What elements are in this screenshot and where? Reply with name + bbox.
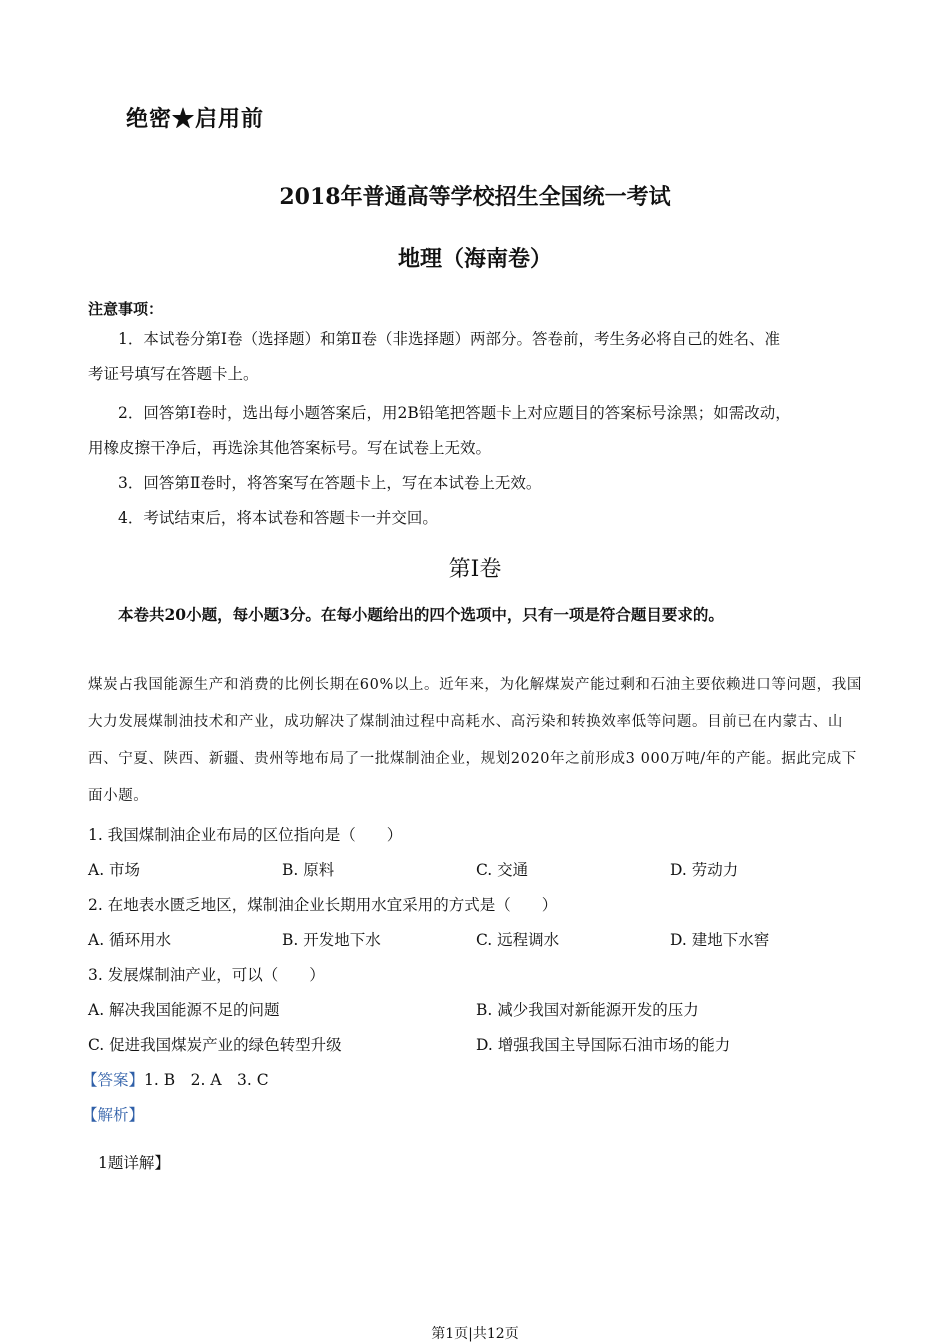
question-2-option-c: C. 远程调水 (476, 931, 560, 949)
question-2-option-b: B. 开发地下水 (282, 931, 381, 949)
question-1-option-d: D. 劳动力 (670, 861, 739, 879)
question-2-option-d: D. 建地下水窖 (670, 931, 770, 949)
analysis-detail: 1题详解】 (98, 1154, 170, 1172)
question-3-option-b: B. 减少我国对新能源开发的压力 (476, 1001, 699, 1019)
exam-title: 2018年普通高等学校招生全国统一考试 (279, 184, 671, 210)
question-3-option-c: C. 促进我国煤炭产业的绿色转型升级 (88, 1036, 342, 1054)
notice-item-2-line2: 用橡皮擦干净后，再选涂其他答案标号。写在试卷上无效。 (88, 439, 492, 457)
secret-label: 绝密★启用前 (126, 106, 265, 132)
section-title: 第Ⅰ卷 (448, 557, 502, 582)
page-footer: 第1页|共12页 (431, 1326, 519, 1342)
notice-item-2-line1: 2．回答第Ⅰ卷时，选出每小题答案后，用2B铅笔把答题卡上对应题目的答案标号涂黑；如需改动， (118, 404, 791, 422)
notice-heading: 注意事项： (88, 300, 164, 318)
question-2-option-a: A. 循环用水 (88, 931, 172, 949)
notice-item-1-line1: 1．本试卷分第Ⅰ卷（选择题）和第Ⅱ卷（非选择题）两部分。答卷前，考生务必将自己的姓名、准 (118, 330, 781, 348)
answer-line (82, 1068, 269, 1090)
question-2-stem: 2. 在地表水匮乏地区，煤制油企业长期用水宜采用的方式是（ ） (88, 896, 558, 914)
notice-item-3: 3．回答第Ⅱ卷时，将答案写在答题卡上，写在本试卷上无效。 (118, 474, 542, 492)
question-1-option-a: A. 市场 (88, 861, 141, 879)
notice-item-4: 4．考试结束后，将本试卷和答题卡一并交回。 (118, 509, 438, 527)
question-1-option-c: C. 交通 (476, 861, 529, 879)
notice-item-1-line2: 考证号填写在答题卡上。 (88, 365, 259, 383)
question-1-option-b: B. 原料 (282, 861, 335, 879)
answer-text: 1. B 2. A 3. C (144, 1071, 269, 1089)
answer-tag: 【答案】 (82, 1071, 145, 1089)
question-3-option-d: D. 增强我国主导国际石油市场的能力 (476, 1036, 731, 1054)
reading-passage: 煤炭占我国能源生产和消费的比例长期在60%以上。近年来，为化解煤炭产能过剩和石油主要依赖进口等问题，我国大力发展煤制油技术和产业，成功解决了煤制油过程中高耗水、高污染和转换效率低等问题。目前已在内蒙古、山西、宁夏、陕西、新疆、贵州等地布局了一批煤制油企业，规划2020年之前形成3 000万吨/年的产能。据此完成下面小题。 (88, 677, 862, 804)
analysis-tag: 【解析】 (82, 1106, 145, 1124)
question-3-stem: 3. 发展煤制油产业，可以（ ） (88, 966, 325, 984)
exam-subtitle: 地理（海南卷） (397, 246, 552, 272)
question-1-stem: 1. 我国煤制油企业布局的区位指向是（ ） (88, 826, 403, 844)
section-instruction: 本卷共20小题，每小题3分。在每小题给出的四个选项中，只有一项是符合题目要求的。 (118, 605, 724, 624)
question-3-option-a: A. 解决我国能源不足的问题 (88, 1001, 280, 1019)
